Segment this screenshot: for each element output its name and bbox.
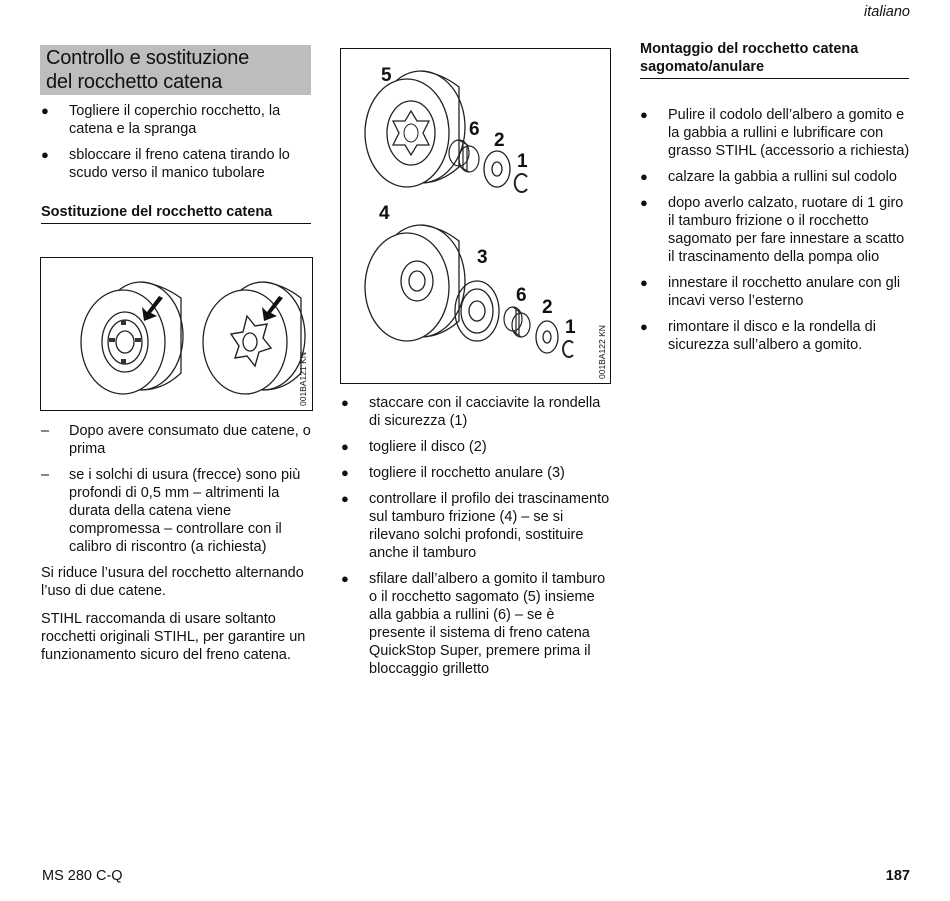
- list-item: ● Togliere il coperchio rocchetto, la catena e la spranga: [41, 102, 313, 138]
- label-2: 2: [494, 130, 505, 151]
- sprocket-parts-illustration: [341, 49, 610, 383]
- list-item: ● sbloccare il freno catena tirando lo scudo verso il manico tubolare: [41, 146, 313, 182]
- middle-body: [341, 394, 613, 686]
- right-bullet-list: [640, 106, 912, 354]
- list-item: ● innestare il rocchetto anulare con gli incavi verso l’esterno: [640, 274, 912, 310]
- list-item: ● rimontare il disco e la rondella di sicurezza sull’albero a gomito.: [640, 318, 912, 354]
- list-item: ● staccare con il cacciavite la rondella di sicurezza (1): [341, 394, 613, 430]
- right-subheading: [640, 40, 909, 79]
- list-item: ● dopo averlo calzato, ruotare di 1 giro il tamburo frizione o il rocchetto sagomato per fare innestare a scatto il trascinamento della pompa olio: [640, 194, 912, 266]
- label-1b: 1: [565, 317, 576, 338]
- list-item: ● calzare la gabbia a rullini sul codolo: [640, 168, 912, 186]
- left-subheading: Sostituzione del rocchetto catena: [41, 203, 311, 224]
- middle-bullet-list: [341, 394, 613, 678]
- paragraph: Si riduce l’usura del rocchetto alternando l’uso di due catene.: [41, 565, 304, 599]
- label-6b: 6: [516, 285, 527, 306]
- sprocket-wear-illustration: [41, 258, 312, 410]
- language-label: italiano: [864, 4, 910, 20]
- right-body: [640, 106, 912, 362]
- label-2b: 2: [542, 297, 553, 318]
- figure-sprocket-wear: [40, 257, 313, 411]
- section-title-line2: del rocchetto catena: [46, 71, 223, 93]
- list-item: ● controllare il profilo dei trascinamento sul tamburo frizione (4) – se si rilevano solchi profondi, sostituire anche il tamburo: [341, 490, 613, 562]
- right-subheading-line2: sagomato/anulare: [640, 59, 765, 75]
- left-body: [41, 422, 313, 674]
- label-4: 4: [379, 203, 390, 224]
- list-item: ● sfilare dall’albero a gomito il tamburo o il rocchetto sagomato (5) insieme alla gabbia a rullini (6) – se è presente il sistema di freno catena QuickStop Super, premere prima il bloccaggio grilletto: [341, 570, 613, 678]
- footer-model: MS 280 C-Q: [42, 868, 123, 884]
- label-6: 6: [469, 119, 480, 140]
- list-item: ● togliere il rocchetto anulare (3): [341, 464, 613, 482]
- page-number: 187: [885, 868, 910, 884]
- figure-sprocket-parts: [340, 48, 611, 384]
- list-item: ● Pulire il codolo dell’albero a gomito e la gabbia a rullini e lubrificare con grasso STIHL (accessorio a richiesta): [640, 106, 912, 160]
- section-title: [40, 45, 311, 95]
- list-item: – Dopo avere consumato due catene, o prima: [41, 422, 313, 458]
- figure-code: 001BA121 KN: [298, 352, 308, 406]
- section-title-line1: Controllo e sostituzione: [46, 47, 250, 69]
- left-intro: [41, 102, 313, 190]
- left-dash-list: [41, 422, 313, 556]
- list-item: ● togliere il disco (2): [341, 438, 613, 456]
- label-3: 3: [477, 247, 488, 268]
- list-item: – se i solchi di usura (frecce) sono più profondi di 0,5 mm – altrimenti la durata della catena viene compromessa – controllare con il calibro di riscontro (a richiesta): [41, 466, 313, 556]
- label-1: 1: [517, 151, 528, 172]
- right-subheading-line1: Montaggio del rocchetto catena: [640, 41, 859, 57]
- left-bullet-list: [41, 102, 313, 182]
- label-5: 5: [381, 65, 392, 86]
- figure-code: 001BA122 KN: [597, 325, 607, 379]
- paragraph: STIHL raccomanda di usare soltanto rocchetti originali STIHL, per garantire un funzionamento sicuro del freno catena.: [41, 611, 306, 663]
